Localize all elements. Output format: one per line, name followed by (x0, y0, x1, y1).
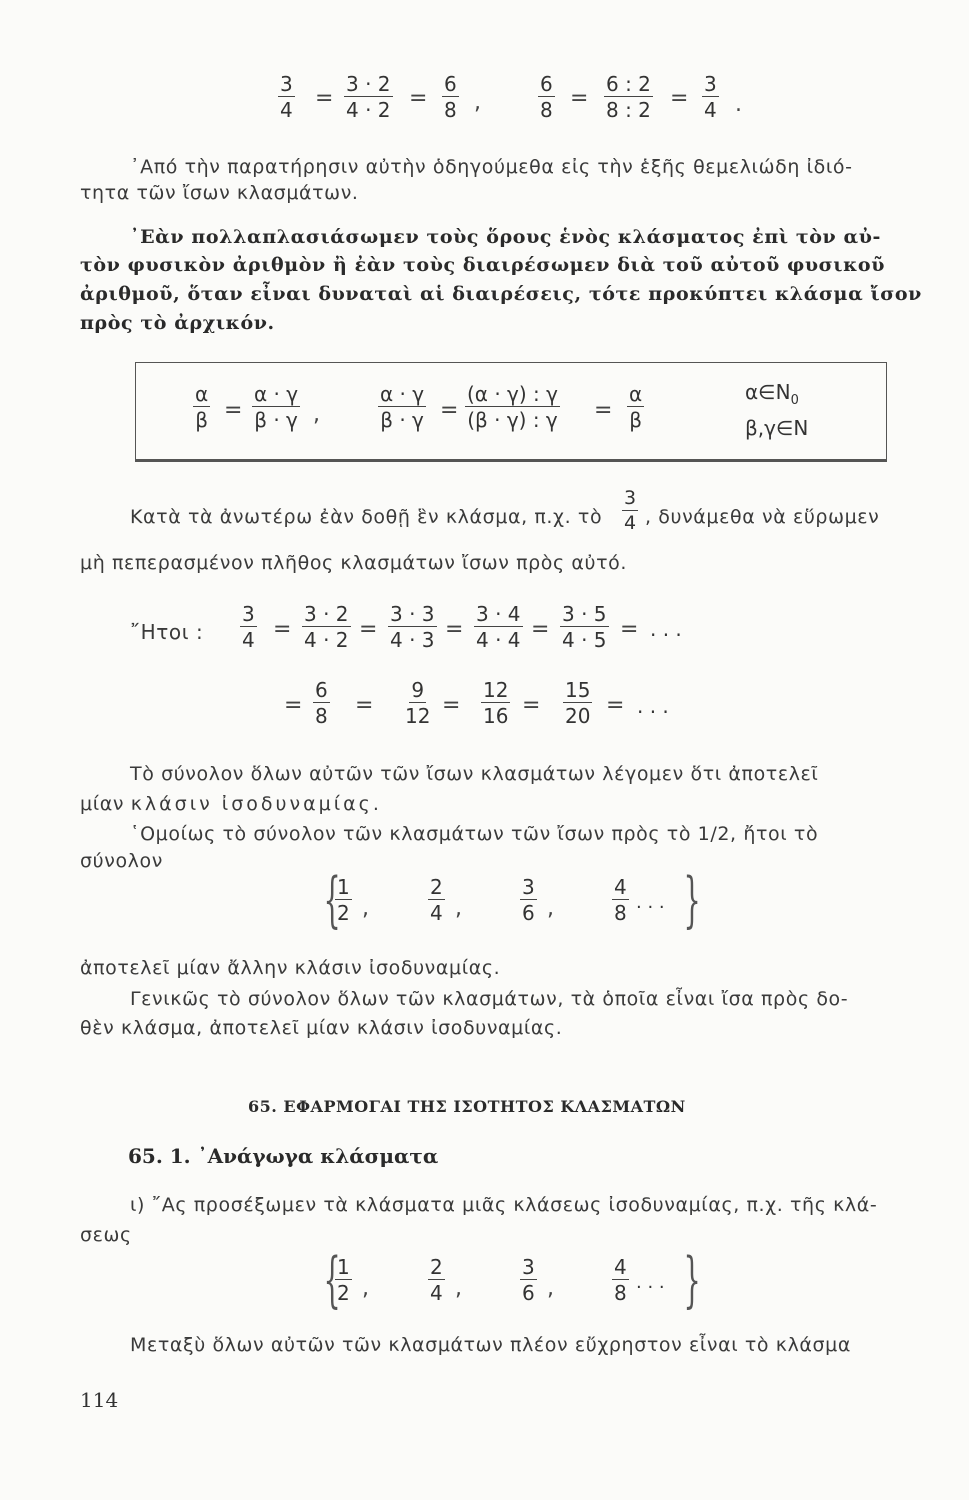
fraction: $\frac{(\alpha \cdot \gamma) : \gamma}{(\beta \cdot \gamma) : \gamma}$ (467, 382, 558, 432)
fraction: $\frac{\alpha \cdot \gamma}{\beta \cdot \gamma}$ (380, 382, 425, 432)
fraction: $\frac{3 \cdot 5}{4 \cdot 5}$ (562, 602, 607, 652)
paragraph-line: ῾Ομοίως τὸ σύνολον τῶν κλασμάτων τῶν ἴσων πρὸς τὸ 1/2, ἤτοι τὸ (130, 823, 819, 845)
equation-label: ῎Ητοι : (130, 620, 204, 644)
left-brace: { (323, 865, 341, 935)
paragraph-line: ἀποτελεῖ μίαν ἄλλην κλάσιν ἰσοδυναμίας. (80, 957, 501, 979)
fraction: $\frac{6 : 2}{8 : 2}$ (606, 72, 651, 122)
fraction: $\frac{6}{8}$ (540, 72, 553, 122)
fraction: $\frac{1}{2}$ (337, 1255, 350, 1305)
fraction: $\frac{6}{8}$ (444, 72, 457, 122)
fraction: $\frac{4}{8}$ (614, 875, 627, 925)
section-title: 65. ΕΦΑΡΜΟΓΑΙ ΤΗΣ ΙΣΟΤΗΤΟΣ ΚΛΑΣΜΑΤΩΝ (248, 1097, 686, 1116)
fraction: $\frac{12}{16}$ (483, 678, 509, 728)
fraction: $\frac{3 \cdot 4}{4 \cdot 4}$ (476, 602, 521, 652)
emphasized-term: κλάσιν ἰσοδυναμίας (130, 793, 373, 815)
fraction: $\frac{\alpha}{\beta}$ (629, 382, 643, 432)
paragraph-line: τητα τῶν ἴσων κλασμάτων. (80, 182, 359, 204)
page-number: 114 (80, 1388, 119, 1412)
fraction: $\frac{15}{20}$ (565, 678, 591, 728)
right-brace: } (683, 1245, 701, 1315)
paragraph-line: μίαν κλάσιν ἰσοδυναμίας. (80, 793, 380, 815)
fraction: $\frac{3}{4}$ (624, 487, 637, 534)
fraction: $\frac{2}{4}$ (430, 875, 443, 925)
paragraph-line: σεως (80, 1224, 132, 1246)
fraction: $\frac{3}{4}$ (280, 72, 293, 122)
paragraph-line-end: , δυνάμεθα νὰ εὕρωμεν (645, 506, 880, 528)
rule-text-line: πρὸς τὸ ἀρχικόν. (80, 312, 275, 334)
ellipsis: . . . (636, 1272, 665, 1293)
fraction: $\frac{3 \cdot 2}{4 \cdot 2}$ (346, 72, 391, 122)
fraction: $\frac{3 \cdot 3}{4 \cdot 3}$ (390, 602, 435, 652)
right-brace: } (683, 865, 701, 935)
fraction: $\frac{3}{6}$ (522, 1255, 535, 1305)
paragraph-line: Τὸ σύνολον ὅλων αὐτῶν τῶν ἴσων κλασμάτων λέγομεν ὅτι ἀποτελεῖ (130, 763, 819, 785)
paragraph-line: Μεταξὺ ὅλων αὐτῶν τῶν κλασμάτων πλέον εὔχρηστον εἶναι τὸ κλάσμα (130, 1334, 851, 1356)
subsection-heading: 65. 1. ᾿Ανάγωγα κλάσματα (128, 1144, 439, 1168)
fraction: $\frac{\alpha}{\beta}$ (195, 382, 209, 432)
fraction: $\frac{\alpha \cdot \gamma}{\beta \cdot \gamma}$ (254, 382, 299, 432)
condition-natural-zero: $\alpha\in N_0$ (745, 380, 799, 408)
fraction: $\frac{3 \cdot 2}{4 \cdot 2}$ (304, 602, 349, 652)
paragraph-line: μὴ πεπερασμένον πλῆθος κλασμάτων ἴσων πρὸς αὐτό. (80, 552, 628, 574)
condition-natural: β,γ∈N (745, 416, 809, 440)
rule-text-line: τὸν φυσικὸν ἀριθμὸν ἢ ἐὰν τοὺς διαιρέσωμεν διὰ τοῦ αὐτοῦ φυσικοῦ (80, 254, 885, 276)
rule-text-line: ᾿Εὰν πολλαπλασιάσωμεν τοὺς ὅρους ἑνὸς κλάσματος ἐπὶ τὸν αὐ- (130, 226, 882, 248)
paragraph-line: ι) ῎Ας προσέξωμεν τὰ κλάσματα μιᾶς κλάσεως ἰσοδυναμίας, π.χ. τῆς κλά- (130, 1194, 878, 1216)
paragraph-line: Κατὰ τὰ ἀνωτέρω ἐὰν δοθῇ ἓν κλάσμα, π.χ. τὸ (130, 506, 603, 528)
fraction: $\frac{1}{2}$ (337, 875, 350, 925)
fraction: $\frac{9}{12}$ (405, 678, 431, 728)
ellipsis: . . . (636, 892, 665, 913)
paragraph-line: σύνολον (80, 850, 163, 872)
left-brace: { (323, 1245, 341, 1315)
fraction: $\frac{3}{4}$ (704, 72, 717, 122)
fraction: $\frac{2}{4}$ (430, 1255, 443, 1305)
fraction: $\frac{6}{8}$ (315, 678, 328, 728)
rule-text-line: ἀριθμοῦ, ὅταν εἶναι δυναταὶ αἱ διαιρέσεις, τότε προκύπτει κλάσμα ἴσον (80, 283, 922, 305)
paragraph-line: Γενικῶς τὸ σύνολον ὅλων τῶν κλασμάτων, τὰ ὁποῖα εἶναι ἴσα πρὸς δο- (130, 988, 849, 1010)
paragraph-line: ᾿Από τὴν παρατήρησιν αὐτὴν ὁδηγούμεθα εἰς τὴν ἑξῆς θεμελιώδη ἰδιό- (130, 156, 853, 178)
fraction: $\frac{3}{6}$ (522, 875, 535, 925)
ellipsis: . . . (637, 694, 669, 718)
ellipsis: . . . (650, 617, 682, 641)
fraction: $\frac{3}{4}$ (242, 602, 255, 652)
paragraph-line: θὲν κλάσμα, ἀποτελεῖ μίαν κλάσιν ἰσοδυναμίας. (80, 1017, 563, 1039)
fraction: $\frac{4}{8}$ (614, 1255, 627, 1305)
